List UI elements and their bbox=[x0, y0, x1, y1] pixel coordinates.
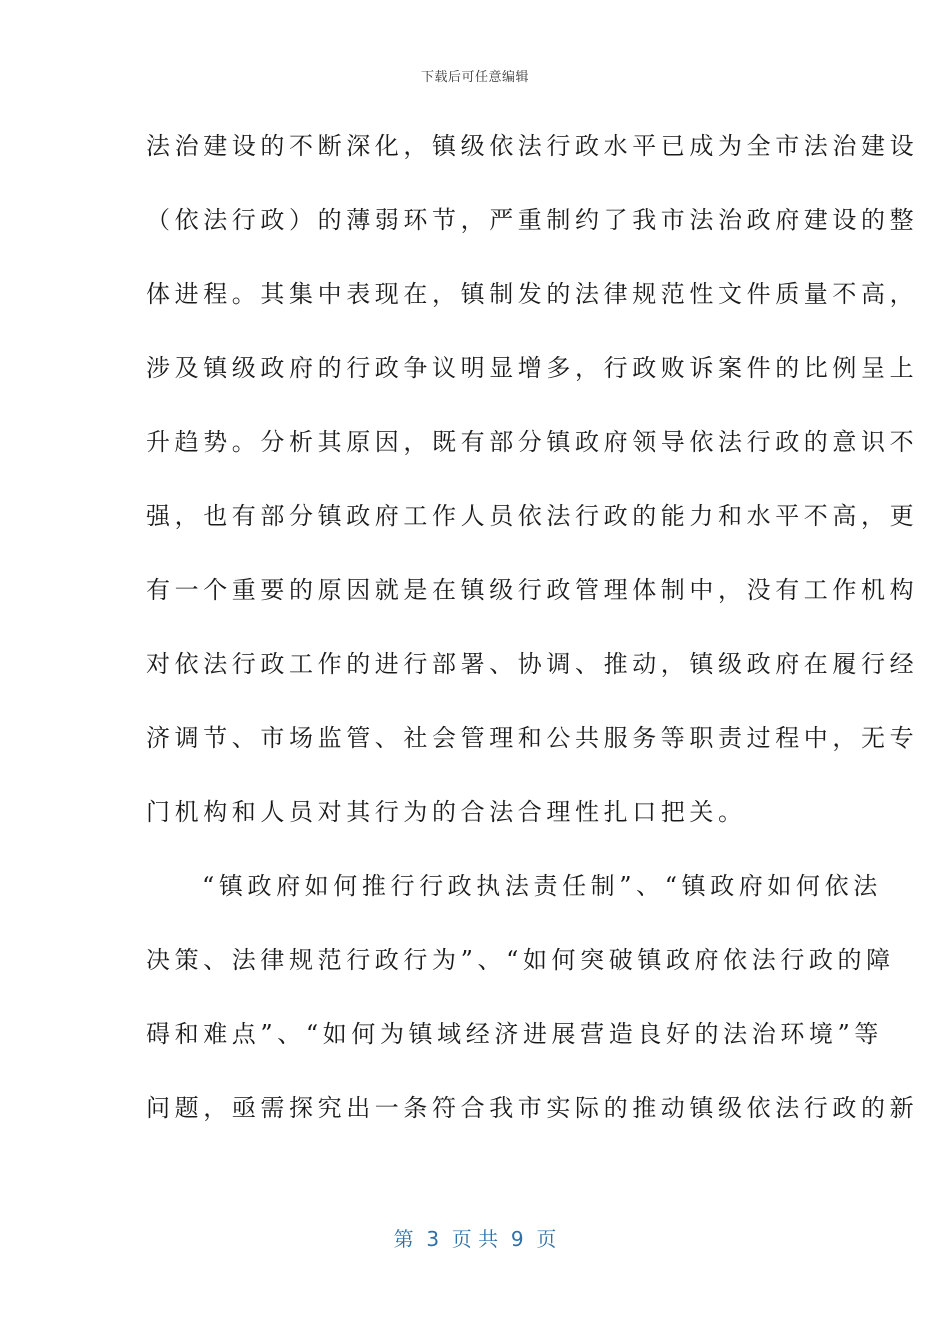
body-line: （依法行政）的薄弱环节，严重制约了我市法治政府建设的整 bbox=[146, 206, 919, 234]
body-line: 问题，亟需探究出一条符合我市实际的推动镇级依法行政的新 bbox=[146, 1094, 919, 1122]
body-line: 决策、法律规范行政行为”、“如何突破镇政府依法行政的障 bbox=[146, 946, 895, 974]
body-line: 碍和难点”、“如何为镇域经济进展营造良好的法治环境”等 bbox=[146, 1020, 884, 1048]
body-line: 体进程。其集中表现在，镇制发的法律规范性文件质量不高， bbox=[146, 280, 919, 308]
body-line: 强，也有部分镇政府工作人员依法行政的能力和水平不高，更 bbox=[146, 502, 919, 530]
body-line: 法治建设的不断深化，镇级依法行政水平已成为全市法治建设 bbox=[146, 132, 919, 160]
body-line: 门机构和人员对其行为的合法合理性扎口把关。 bbox=[146, 798, 747, 826]
body-line: 有一个重要的原因就是在镇级行政管理体制中，没有工作机构 bbox=[146, 576, 919, 604]
body-line: 涉及镇级政府的行政争议明显增多，行政败诉案件的比例呈上 bbox=[146, 354, 919, 382]
body-line: 对依法行政工作的进行部署、协调、推动，镇级政府在履行经 bbox=[146, 650, 919, 678]
document-body bbox=[146, 118, 919, 1154]
page-number-footer: 第 3 页 共 9 页 bbox=[393, 1227, 557, 1251]
body-line: “镇政府如何推行行政执法责任制”、“镇政府如何依法 bbox=[202, 872, 882, 900]
header-note: 下载后可任意编辑 bbox=[420, 70, 529, 85]
body-line: 升趋势。分析其原因，既有部分镇政府领导依法行政的意识不 bbox=[146, 428, 919, 456]
body-line: 济调节、市场监管、社会管理和公共服务等职责过程中，无专 bbox=[146, 724, 919, 752]
